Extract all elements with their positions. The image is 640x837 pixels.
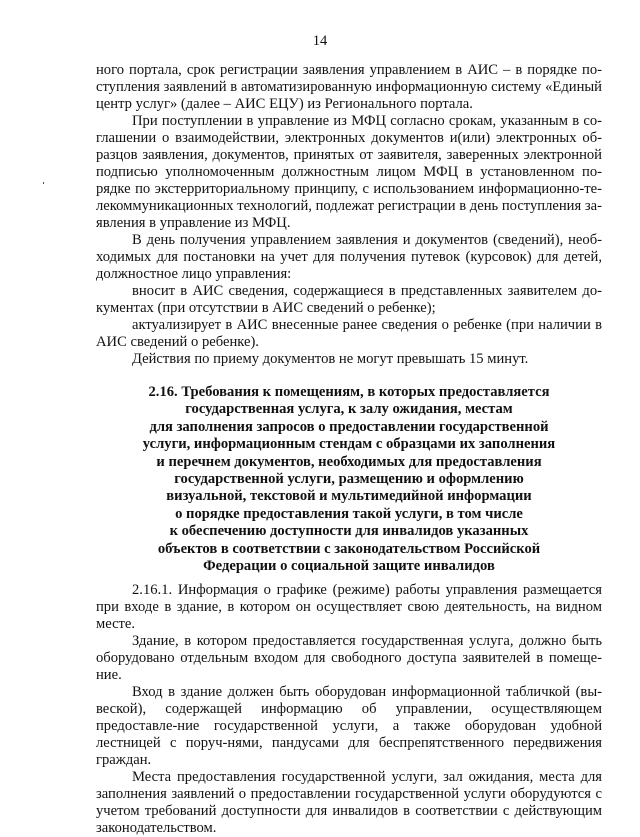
heading-line: и перечнем документов, необходимых для предоставления — [156, 453, 542, 470]
section-heading — [96, 384, 602, 575]
heading-line: услуги, информационным стендам с образцами их заполнения — [142, 436, 556, 453]
heading-line: государственная услуга, к залу ожидания, местам — [185, 401, 513, 418]
paragraph-separate-entrance: Здание, в котором предоставляется государственная услуга, должно быть оборудовано отдельным входом для свободного доступа заявителей в помеще-ние. — [96, 633, 602, 683]
paragraph-time-limit: Действия по приему документов не могут превышать 15 минут. — [132, 351, 529, 367]
heading-line: для заполнения запросов о предоставлении государственной — [149, 418, 549, 435]
margin-mark — [43, 182, 44, 184]
paragraph-schedule-info: 2.16.1. Информация о графике (режиме) работы управления размещается при входе в здание, в котором он осуществляет свою деятельность, на видном месте. — [96, 582, 602, 632]
paragraph-continuation: ного портала, срок регистрации заявления управлением в АИС – в порядке по-ступления заявлений в автоматизированную информационную систему «Единый центр услуг» (далее – АИС ЕЦУ) из Регионального портала. — [96, 62, 602, 112]
heading-line: государственной услуги, размещению и оформлению — [174, 471, 524, 488]
heading-line: 2.16. Требования к помещениям, в которых предоставляется — [148, 384, 550, 400]
heading-line: визуальной, текстовой и мультимедийной информации — [166, 488, 532, 505]
bottom-text-block — [96, 582, 602, 837]
heading-line: о порядке предоставления такой услуги, в том числе — [175, 505, 523, 522]
top-text-block — [96, 62, 602, 368]
page-number: 14 — [312, 33, 328, 49]
paragraph-accessibility: Места предоставления государственной услуги, зал ожидания, места для заполнения заявлений о предоставлении государственной услуги оборудуются с учетом требований доступности для инвалидов в соответствии с действующим законодательством. — [96, 769, 602, 836]
paragraph-mfc-receipt: При поступлении в управление из МФЦ согласно срокам, указанным в со-глашении о взаимодействии, электронных документов и(или) электронных об-разцов заявления, документов, принятых от заявителя, заверенных электронной подписью уполномоченным должностным лицом МФЦ в установленном по-рядке по экстерриториальному принципу, с использованием информационно-те-лекоммуникационных технологий, подлежат регистрации в день поступления за-явления в управление из МФЦ. — [96, 113, 602, 231]
paragraph-day-of-receipt: В день получения управлением заявления и документов (сведений), необ-ходимых для постановки на учет для получения путевок (курсовок) для детей, должностное лицо управления: — [96, 232, 602, 282]
heading-line: к обеспечению доступности для инвалидов указанных — [169, 523, 529, 540]
paragraph-updates-ais: актуализирует в АИС внесенные ранее сведения о ребенке (при наличии в АИС сведений о ребенке). — [96, 317, 602, 350]
paragraph-enters-ais: вносит в АИС сведения, содержащиеся в представленных заявителем до-кументах (при отсутствии в АИС сведений о ребенке); — [96, 283, 602, 316]
paragraph-entrance-sign: Вход в здание должен быть оборудован информационной табличкой (вы-веской), содержащей информацию об управлении, осуществляющем предоставле-ние государственной услуги, а также оборудован удобной лестницей с поруч-нями, пандусами для беспрепятственного передвижения граждан. — [96, 684, 602, 768]
heading-line: объектов в соответствии с законодательством Российской — [157, 540, 541, 557]
heading-line: Федерации о социальной защите инвалидов — [203, 558, 495, 575]
